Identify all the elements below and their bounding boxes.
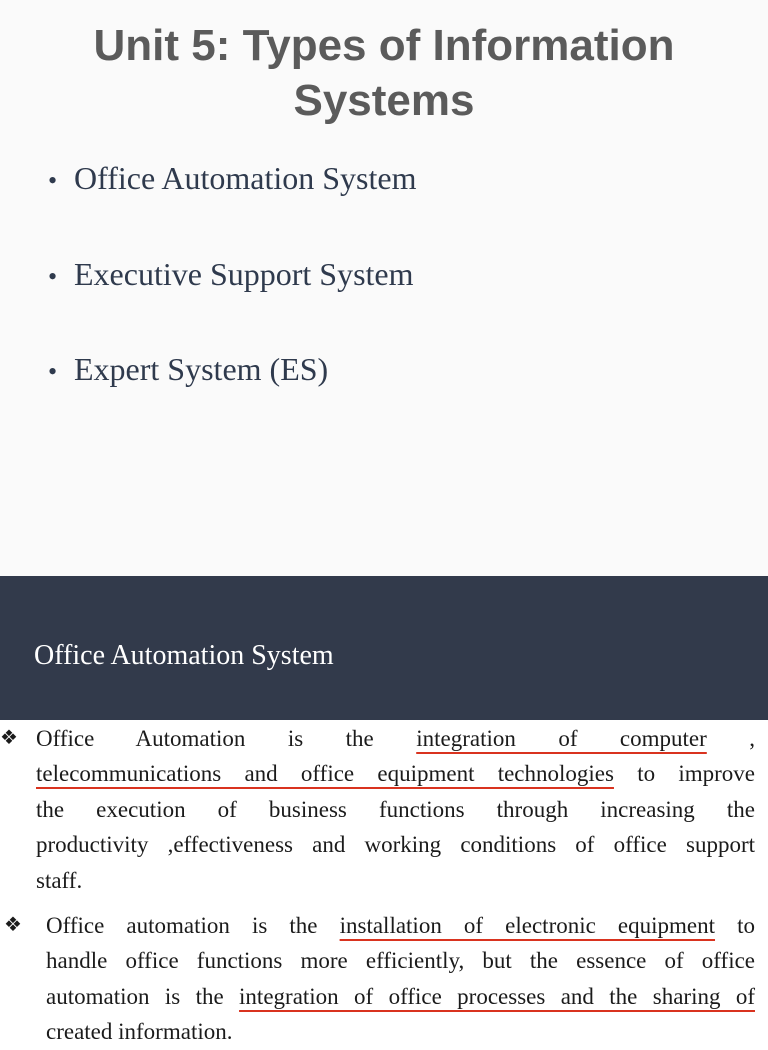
p1-line-1 bbox=[36, 721, 755, 756]
underlined-phrase: integration of office processes and the sharing of bbox=[239, 983, 755, 1009]
p2-text: Office automation is the bbox=[46, 913, 340, 938]
p1-text: to improve bbox=[613, 761, 755, 787]
bullet-text: Executive Support System bbox=[74, 256, 414, 292]
bullet-item bbox=[48, 254, 414, 297]
bullet-item bbox=[48, 349, 328, 392]
underlined-phrase: integration of computer bbox=[416, 726, 707, 751]
p2-line-1 bbox=[46, 908, 755, 943]
bullet-text: Office Automation System bbox=[74, 160, 417, 196]
p1-line-4: productivity ,effectiveness and working conditions of office support bbox=[36, 832, 755, 858]
paragraph-2 bbox=[46, 908, 755, 1050]
p2-line-3 bbox=[46, 979, 755, 1014]
p1-line-5: staff. bbox=[36, 867, 83, 893]
p2-line-2: handle office functions more efficiently, but the essence of office bbox=[46, 948, 755, 974]
slide-title bbox=[20, 18, 748, 128]
bullet-dot-icon: • bbox=[48, 357, 58, 386]
p2-text: to bbox=[715, 913, 755, 938]
p1-line-2 bbox=[36, 756, 755, 791]
title-line-1: Unit 5: Types of Information bbox=[93, 21, 675, 70]
p1-text: Office Automation is the bbox=[36, 726, 417, 751]
p2-line-4: created information. bbox=[46, 1019, 233, 1045]
diamond-bullet-icon: ❖ bbox=[4, 912, 22, 936]
bullet-dot-icon: • bbox=[48, 166, 58, 195]
bullet-text: Expert System (ES) bbox=[74, 351, 329, 387]
diamond-bullet-icon: ❖ bbox=[0, 725, 18, 749]
slide-2-header bbox=[0, 576, 768, 720]
bullet-item bbox=[48, 158, 416, 201]
paragraph-1 bbox=[36, 721, 755, 898]
section-title: Office Automation System bbox=[34, 640, 334, 671]
p1-text: , bbox=[706, 726, 756, 751]
p2-text: automation is the bbox=[46, 983, 240, 1009]
title-line-2: Systems bbox=[293, 76, 475, 125]
underlined-phrase: installation of electronic equipment bbox=[339, 913, 716, 938]
underlined-phrase: telecommunications and office equipment technologies bbox=[36, 761, 614, 787]
bullet-dot-icon: • bbox=[48, 262, 58, 291]
p1-line-3: the execution of business functions through increasing the bbox=[36, 796, 755, 822]
